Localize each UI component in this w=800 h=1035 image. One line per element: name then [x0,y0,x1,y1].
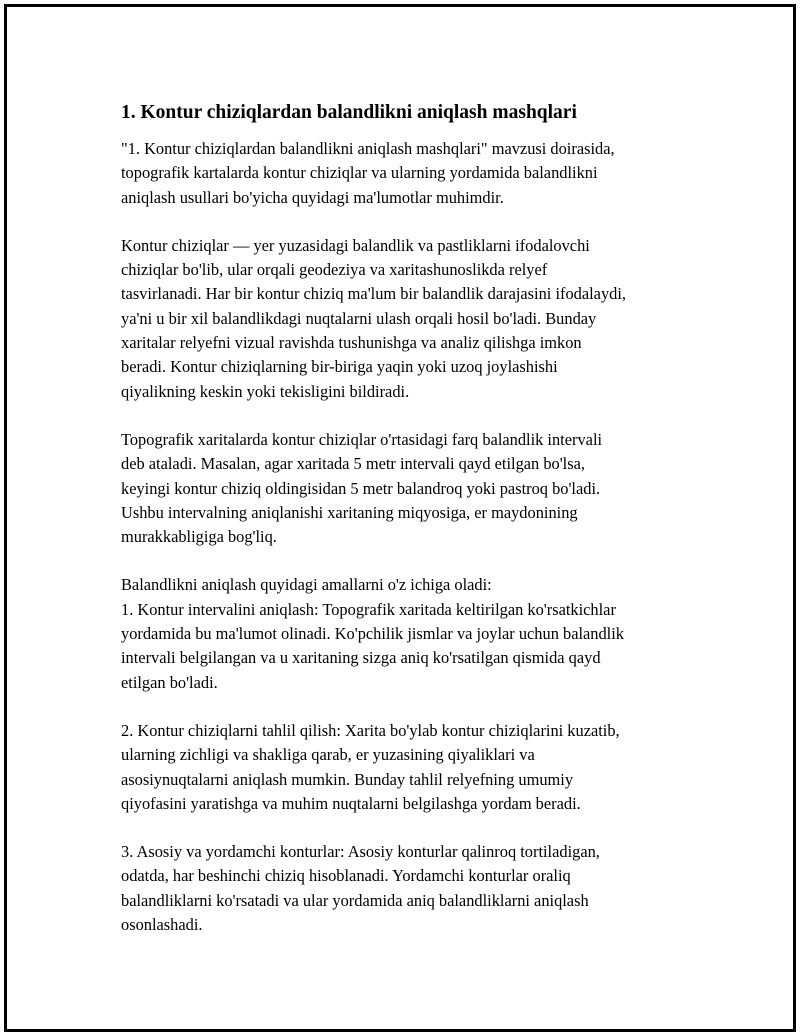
text-line: etilgan bo'ladi. [121,672,218,692]
paragraph-step-2 [121,719,696,816]
text-line: Ushbu intervalning aniqlanishi xaritaning miqyosiga, er maydonining [121,502,578,522]
text-line: balandliklarni ko'rsatadi va ular yordamida aniq balandliklarni aniqlash [121,890,589,910]
paragraph-contour-definition [121,234,696,404]
text-line: odatda, har beshinchi chiziq hisoblanadi. Yordamchi konturlar oraliq [121,866,571,886]
document-title: 1. Kontur chiziqlardan balandlikni aniqlash mashqlari [121,102,577,123]
text-line: yordamida bu ma'lumot olinadi. Ko'pchilik jismlar va joylar uchun balandlik [121,624,624,644]
text-line: xaritalar relyefni vizual ravishda tushunishga va analiz qilishga imkon [121,333,582,353]
text-line: Kontur chiziqlar — yer yuzasidagi balandlik va pastliklarni ifodalovchi [121,235,590,255]
paragraph-step-1 [121,573,696,694]
text-line: 1. Kontur intervalini aniqlash: Topografik xaritada keltirilgan ko'rsatkichlar [121,599,616,619]
text-line: aniqlash usullari bo'yicha quyidagi ma'lumotlar muhimdir. [121,187,504,207]
text-line: deb ataladi. Masalan, agar xaritada 5 metr intervali qayd etilgan bo'lsa, [121,454,585,474]
text-line: asosiynuqtalarni aniqlash mumkin. Bunday tahlil relyefning umumiy [121,769,574,789]
paragraph-intro [121,137,696,210]
text-line: tasvirlanadi. Har bir kontur chiziq ma'lum bir balandlik darajasini ifodalaydi, [121,284,626,304]
text-line: beradi. Kontur chiziqlarning bir-biriga yaqin yoki uzoq joylashishi [121,357,558,377]
text-line: chiziqlar bo'lib, ular orqali geodeziya va xaritashunoslikda relyef [121,260,548,280]
text-line: intervali belgilangan va u xaritaning sizga aniq ko'rsatilgan qismida qayd [121,648,601,668]
paragraph-contour-interval [121,428,696,549]
text-line: qiyofasini yaratishga va muhim nuqtalarni belgilashga yordam beradi. [121,793,581,813]
text-line: ya'ni u bir xil balandlikdagi nuqtalarni ulash orqali hosil bo'ladi. Bunday [121,308,597,328]
text-line: Balandlikni aniqlash quyidagi amallarni o'z ichiga oladi: [121,575,492,595]
text-line: keyingi kontur chiziq oldingisidan 5 metr balandroq yoki pastroq bo'ladi. [121,478,601,498]
text-line: murakkabligiga bog'liq. [121,527,277,547]
text-line: "1. Kontur chiziqlardan balandlikni aniqlash mashqlari" mavzusi doirasida, [121,139,615,158]
paragraph-step-3 [121,840,696,937]
text-line: Topografik xaritalarda kontur chiziqlar o'rtasidagi farq balandlik intervali [121,429,603,449]
text-line: topografik kartalarda kontur chiziqlar va ularning yordamida balandlikni [121,163,598,183]
text-line: 3. Asosiy va yordamchi konturlar: Asosiy konturlar qalinroq tortiladigan, [121,842,600,862]
text-line: ularning zichligi va shakliga qarab, er yuzasining qiyaliklari va [121,745,535,765]
text-line: 2. Kontur chiziqlarni tahlil qilish: Xarita bo'ylab kontur chiziqlarini kuzatib, [121,720,620,740]
document-body [121,99,696,961]
text-line: qiyalikning keskin yoki tekisligini bildiradi. [121,381,410,401]
text-line: osonlashadi. [121,915,203,935]
document-page [4,4,796,1032]
